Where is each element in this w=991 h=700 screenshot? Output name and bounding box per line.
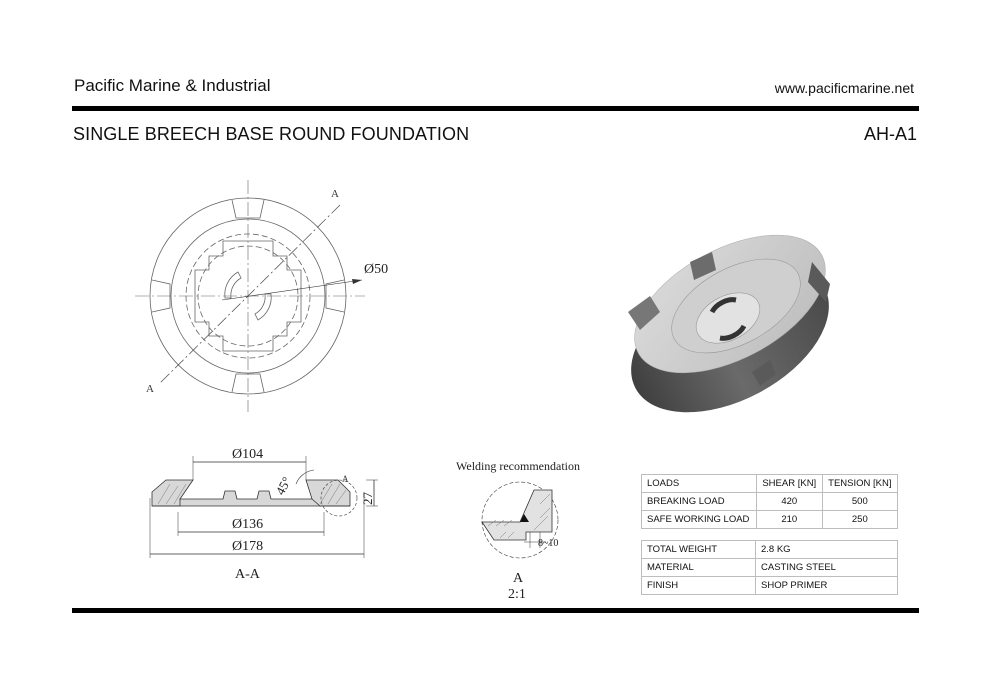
top-view (135, 180, 365, 412)
loads-header: LOADS (642, 475, 757, 493)
table-row (642, 493, 898, 511)
table-cell: 210 (756, 511, 822, 529)
weld-size: 8~10 (538, 538, 559, 549)
part-code: AH-A1 (863, 124, 917, 144)
table-cell: MATERIAL (642, 559, 756, 577)
table-cell: 2.8 KG (756, 541, 898, 559)
table-cell: BREAKING LOAD (642, 493, 757, 511)
loads-table (641, 474, 898, 529)
tension-header: TENSION [KN] (822, 475, 897, 493)
table-row (642, 475, 898, 493)
section-view (150, 456, 378, 558)
shear-header: SHEAR [KN] (756, 475, 822, 493)
table-row (642, 559, 898, 577)
table-row (642, 511, 898, 529)
table-cell: TOTAL WEIGHT (642, 541, 756, 559)
website-link[interactable]: www.pacificmarine.net (774, 80, 914, 96)
table-cell: SAFE WORKING LOAD (642, 511, 757, 529)
dim-diameter-50: Ø50 (364, 262, 389, 277)
dim-diameter-136: Ø136 (232, 517, 264, 532)
table-cell: SHOP PRIMER (756, 577, 898, 595)
dim-diameter-104: Ø104 (232, 447, 264, 462)
table-row (642, 541, 898, 559)
company-name: Pacific Marine & Industrial (74, 76, 271, 95)
table-cell: FINISH (642, 577, 756, 595)
table-cell: 420 (756, 493, 822, 511)
footer-rule (72, 608, 919, 613)
section-mark-a-top: A (331, 188, 339, 200)
weld-detail-label: A (513, 571, 524, 586)
detail-mark-a: A (342, 474, 349, 484)
welding-title: Welding recommendation (456, 459, 580, 473)
properties-table (641, 540, 898, 595)
table-cell: 250 (822, 511, 897, 529)
table-row (642, 577, 898, 595)
drawing-title: SINGLE BREECH BASE ROUND FOUNDATION (73, 124, 470, 144)
dim-diameter-178: Ø178 (232, 539, 264, 554)
table-cell: CASTING STEEL (756, 559, 898, 577)
section-mark-a-bottom: A (146, 383, 154, 395)
dim-angle-45: 45° (272, 474, 295, 498)
table-cell: 500 (822, 493, 897, 511)
weld-scale: 2:1 (508, 587, 526, 602)
product-render (606, 207, 853, 443)
section-label-aa: A-A (235, 567, 260, 582)
dim-height-27: 27 (360, 492, 375, 505)
